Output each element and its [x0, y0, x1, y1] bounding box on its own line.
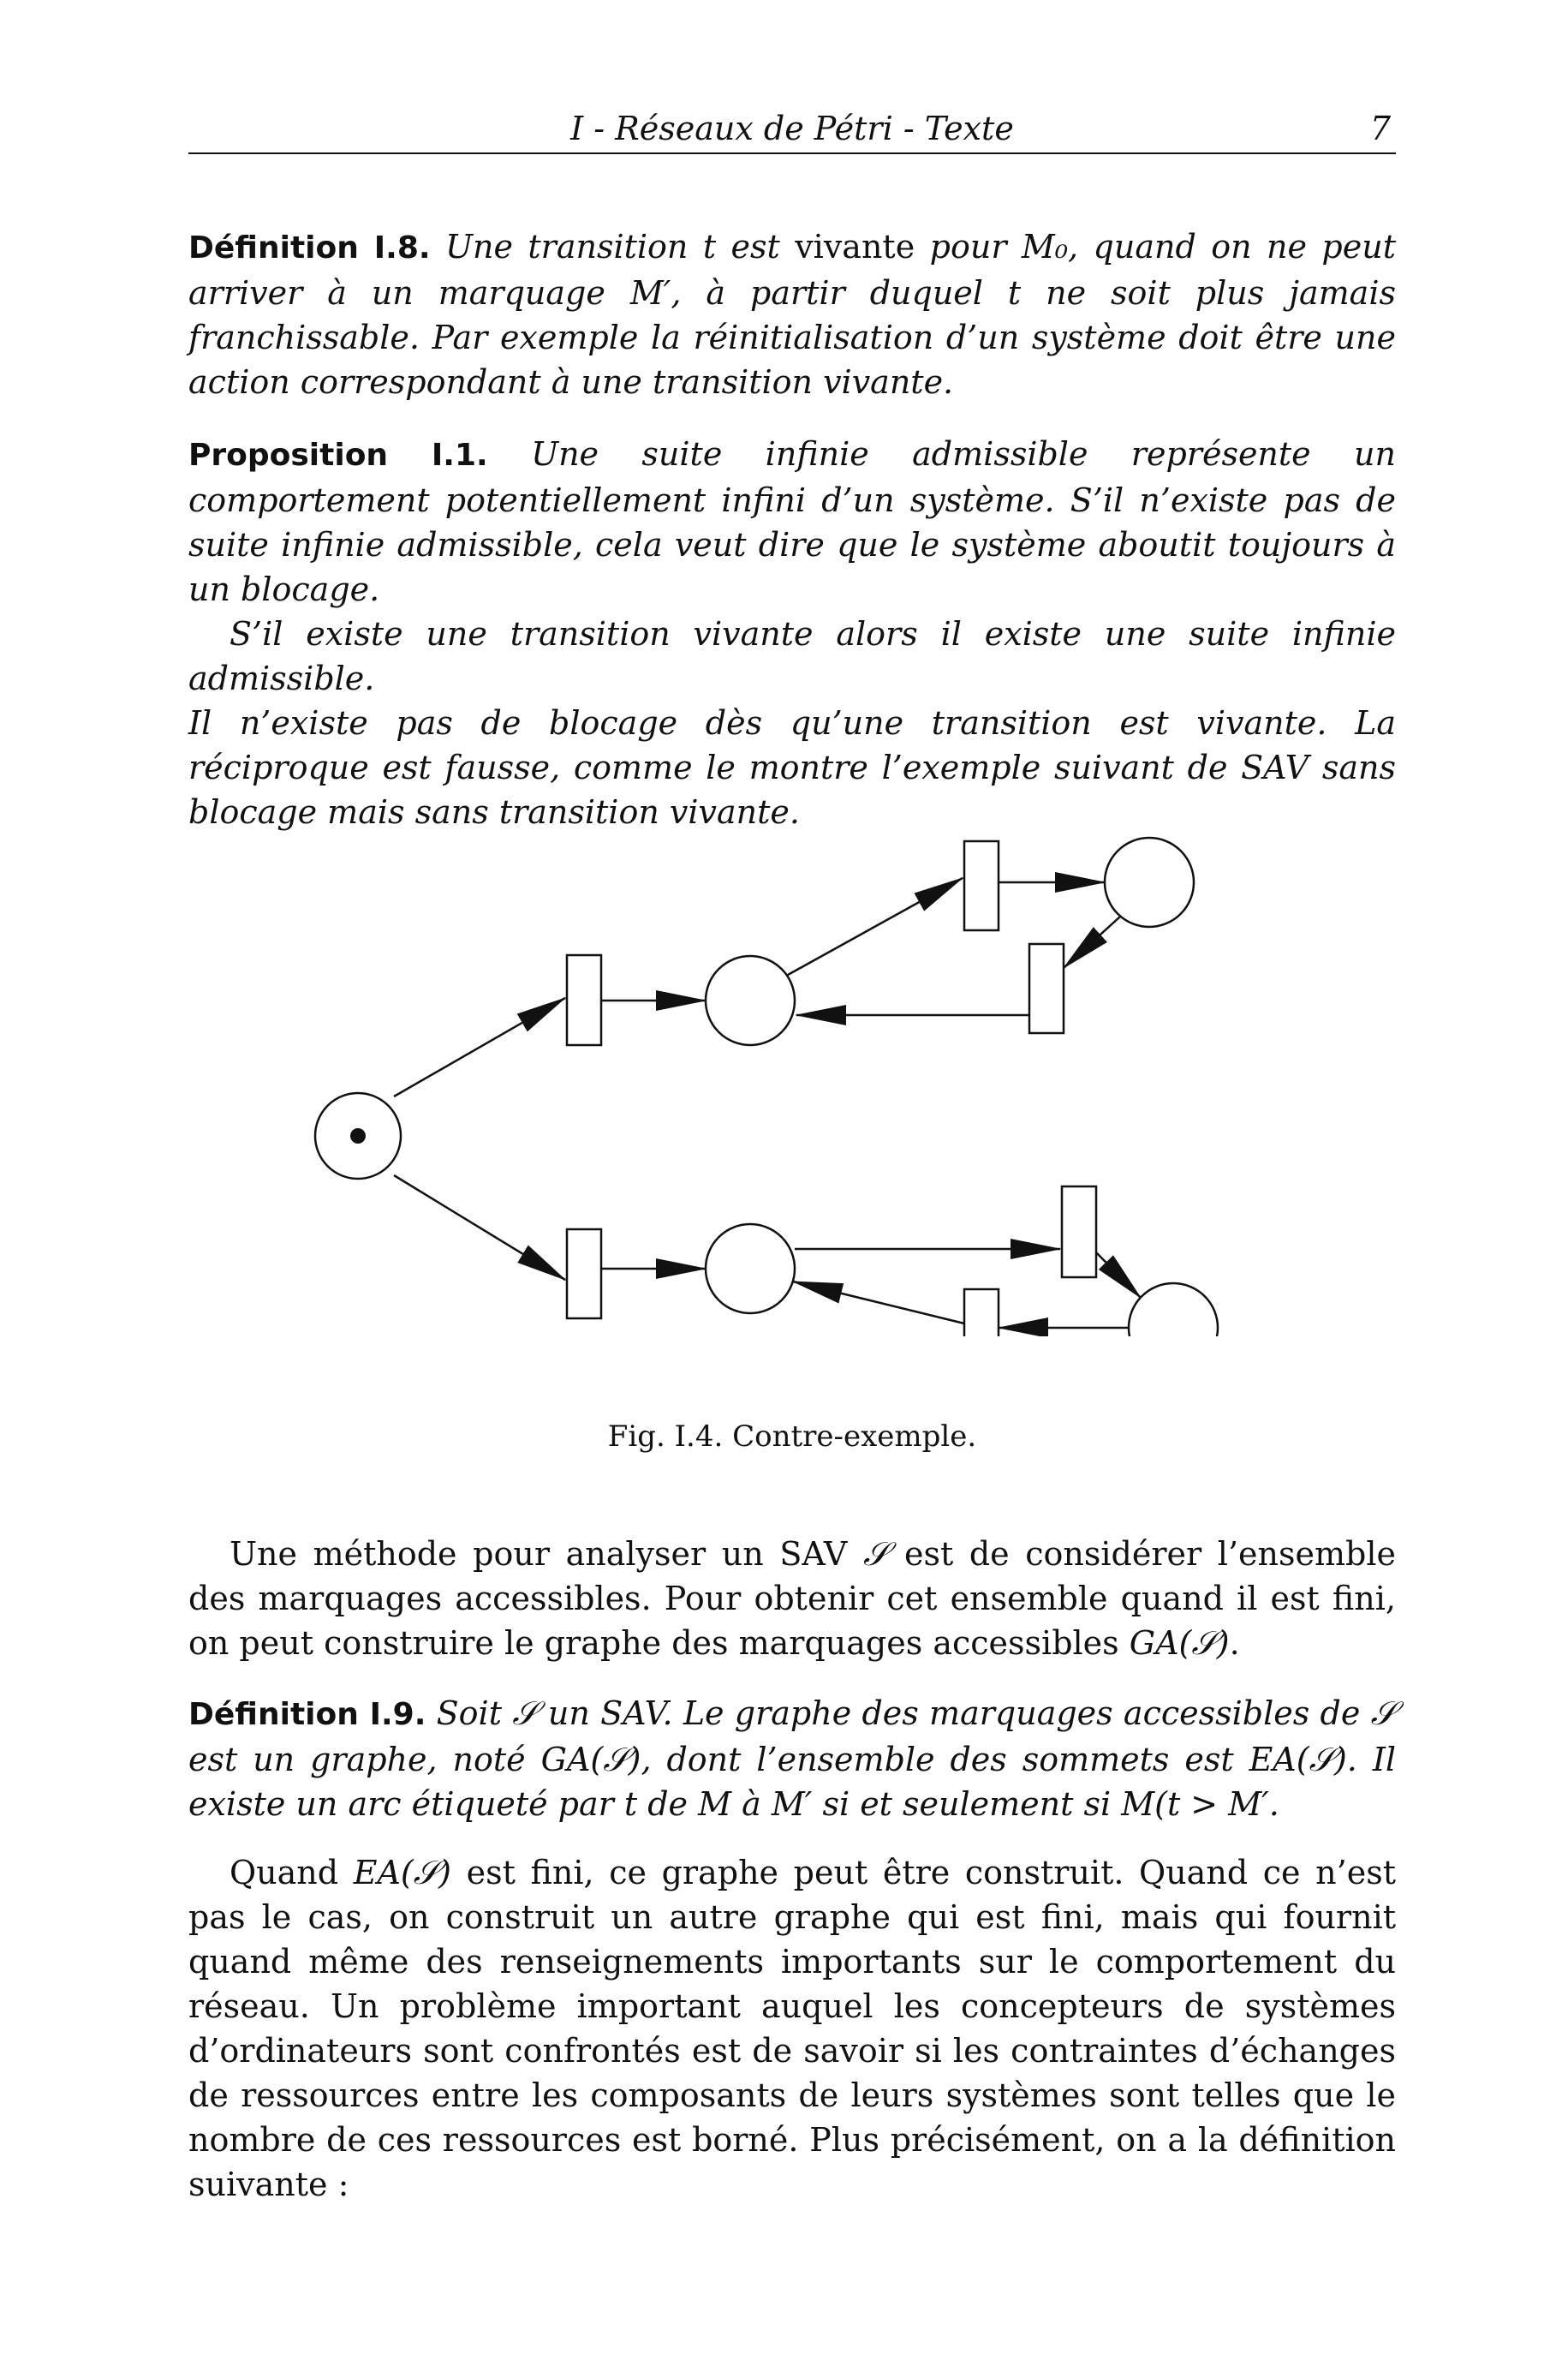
token: [350, 1128, 366, 1144]
arc-p0-t4: [394, 1175, 565, 1280]
paragraph-2-text-a: Quand: [230, 1854, 339, 1891]
place-p4: [1129, 1283, 1218, 1336]
page-header: [188, 110, 1396, 154]
page-number: 7: [1369, 110, 1391, 147]
proposition-i1-line3: Il n’existe pas de blocage dès qu’une transition est vivante. La réciproque est fausse, comme le montre l’exemple suivant de SAV sans blocage mais sans transition vivante.: [188, 704, 1396, 831]
definition-i8-text-c: pour M₀, quand on ne peut arriver à un marquage M′, à partir duquel t ne soit plus jamais franchissable. Par exemple la réinitialisation d’un système doit être une action correspondant à une transition vivante.: [188, 228, 1396, 401]
definition-i8-label: Définition I.8.: [188, 230, 431, 266]
definition-i8-text-b: vivante: [795, 228, 915, 266]
paragraph-1-text-a: Une méthode pour analyser un SAV: [230, 1535, 848, 1573]
arc-p0-t1: [394, 998, 565, 1096]
proposition-i1: [188, 432, 1396, 834]
paragraph-1-symbol-s: 𝒮: [862, 1535, 889, 1573]
arc-t6-p3: [793, 1282, 964, 1323]
paragraph-2: [188, 1850, 1396, 2207]
definition-i8-text-a: Une transition t est: [444, 228, 780, 266]
place-p2: [1105, 838, 1194, 927]
definition-i8: [188, 224, 1396, 404]
proposition-i1-line1: Une suite infinie admissible représente un comportement potentiellement infini d’un système. S’il n’existe pas de suite infinie admissible, cela veut dire que le système aboutit toujours à un blocage.: [188, 435, 1396, 608]
petri-net-diagram: [291, 822, 1285, 1336]
arc-p2-t3: [1064, 917, 1120, 968]
transition-t3: [1029, 944, 1064, 1033]
running-title: I - Réseaux de Pétri - Texte: [570, 110, 1014, 147]
paragraph-1-ga: GA(𝒮): [1129, 1624, 1230, 1662]
paragraph-1-end: .: [1229, 1624, 1240, 1662]
paragraph-1-text-b: est de considérer l’ensemble des marquages accessibles. Pour obtenir cet ensemble quand il est fini, on peut construire le graphe des marquages accessibles: [188, 1535, 1396, 1662]
transition-t4: [567, 1229, 601, 1318]
definition-i9-text: Soit 𝒮 un SAV. Le graphe des marquages accessibles de 𝒮 est un graphe, noté GA(𝒮), dont l’ensemble des sommets est EA(𝒮). Il existe un arc étiqueté par t de M à M′ si et seulement si M(t > M′.: [188, 1694, 1396, 1823]
paragraph-2-ea: EA(𝒮): [353, 1854, 451, 1891]
proposition-i1-line2: S’il existe une transition vivante alors il existe une suite infinie admissible.: [188, 615, 1396, 697]
arc-t5-p4: [1096, 1252, 1141, 1298]
transition-t1: [567, 955, 601, 1045]
proposition-i1-label: Proposition I.1.: [188, 438, 488, 473]
place-p1: [706, 956, 795, 1045]
figure-caption: Fig. I.4. Contre-exemple.: [607, 1419, 977, 1454]
paragraph-2-text-b: est fini, ce graphe peut être construit. Quand ce n’est pas le cas, on construit un autre graphe qui est fini, mais qui fournit quand même des renseignements importants sur le comportement du réseau. Un problème important auquel les concepteurs de systèmes d’ordinateurs sont confrontés est de savoir si les contraintes d’échanges de ressources entre les composants de leurs systèmes sont telles que le nombre de ces ressources est borné. Plus précisément, on a la définition suivante :: [188, 1854, 1396, 2203]
transition-t2: [964, 841, 999, 930]
place-p3: [706, 1224, 795, 1313]
arc-p1-t2: [788, 878, 963, 975]
petri-net-figure: [291, 822, 1285, 1336]
definition-i9: [188, 1691, 1396, 1826]
transition-t5: [1062, 1186, 1096, 1277]
paragraph-1: [188, 1532, 1396, 1665]
transition-t6: [964, 1289, 999, 1336]
definition-i9-label: Définition I.9.: [188, 1697, 426, 1732]
